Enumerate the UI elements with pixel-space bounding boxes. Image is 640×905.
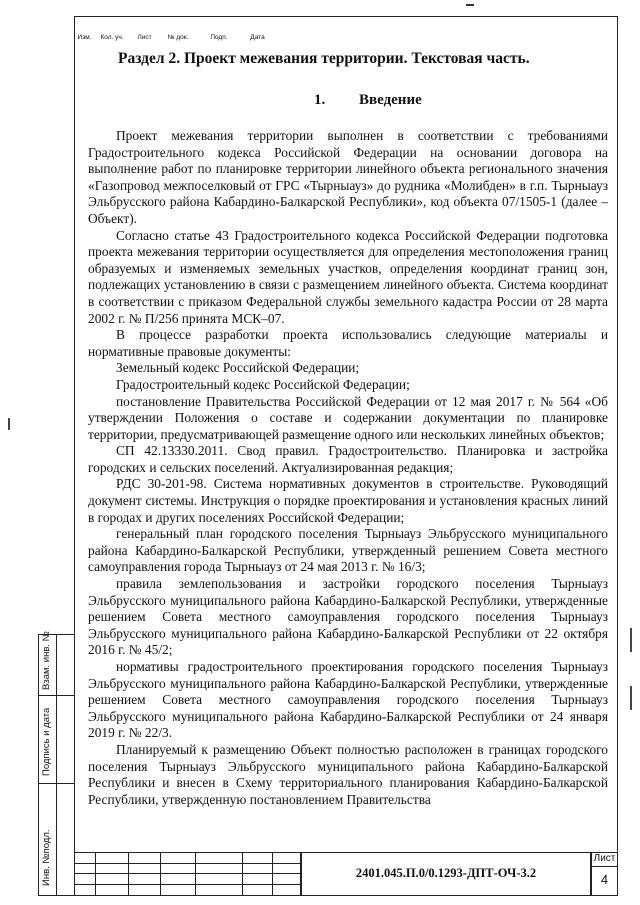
tb-col-data: Дата [250, 34, 265, 41]
tb-col-list: Лист [137, 34, 152, 41]
document-code: 2401.045.П.0/0.1293-ДПТ-ОЧ-3.2 [355, 866, 537, 880]
paragraph: Планируемый к размещению Объект полностью расположен в границах городского поселения Тырныауз Эльбрусского муниципального района Кабардино-Балкарской Республики и внесен в Схему территориального планирования Кабардино-Балкарской Республики, утвержденную постановлением Правительства [88, 741, 608, 807]
podpis-data-label: Подпись и дата [41, 707, 52, 776]
inv-podl-label: Инв. №подл. [41, 829, 52, 886]
vzam-inv-label: Взам. инв. № [41, 631, 52, 690]
paragraph: Согласно статье 43 Градостроительного кодекса Российской Федерации подготовка проекта межевания территории осуществляется для определения местоположения границ образуемых и изменяемых земельных участков, определения координат границ зон, подлежащих установлению в связи с размещением линейного объекта. Система координат в соответствии с приказом Федеральной службы земельного кадастра России от 28 марта 2002 г. № П/256 принята МСК–07. [88, 227, 608, 326]
body-text [88, 128, 608, 808]
stamp-col-divider [56, 635, 57, 895]
margin-mark [630, 686, 632, 710]
tb-col-line [242, 852, 243, 896]
paragraph: нормативы градостроительного проектирования городского поселения Тырныауз Эльбрусского муниципального района Кабардино-Балкарской Республики, утвержденные решением Совета местного самоуправления городского поселения Тырныауз Эльбрусского муниципального района Кабардино-Балкарской Республики от 24 января 2019 г. № 22/3. [88, 659, 608, 741]
tb-col-line [195, 852, 196, 896]
tb-col-line [272, 852, 273, 896]
tb-row-line [74, 873, 300, 874]
paragraph: Градостроительный кодекс Российской Федерации; [116, 376, 410, 392]
heading-number: 1. [314, 92, 326, 108]
tb-col-line [300, 852, 302, 896]
tb-col-kol-uch: Кол. уч. [100, 34, 124, 41]
stamp-row-divider [39, 695, 74, 696]
paragraph: Проект межевания территории выполнен в соответствии с требованиями Градостроительного кодекса Российской Федерации на основании договора на выполнение работ по планировке территории линейного объекта регионального значения «Газопровод межпоселковый от ГРС «Тырныауз» до рудника «Молибден» в г.п. Тырныауз Эльбрусского района Кабардино-Балкарской Республики», код объекта 07/1505-1 (далее – Объект). [88, 128, 608, 226]
tb-col-podp: Подп. [210, 34, 228, 41]
section-title: Раздел 2. Проект межевания территории. Текстовая часть. [118, 50, 530, 67]
paragraph: правила землепользования и застройки городского поселения Тырныауз Эльбрусского муниципального района Кабардино-Балкарской Республики, утвержденные решением Совета местного самоуправления городского поселения Тырныауз Эльбрусского муниципального района Кабардино-Балкарской Республики от 22 октября 2016 г. № 45/2; [88, 576, 608, 658]
paragraph: В процессе разработки проекта использовались следующие материалы и нормативные правовые документы: [88, 327, 608, 359]
tb-row-line [74, 863, 300, 864]
intro-heading [314, 92, 422, 109]
paragraph: РДС 30-201-98. Система нормативных документов в строительстве. Руководящий документ системы. Инструкция о порядке проектирования и установления красных линий в городах и других поселениях Российской Федерации; [88, 476, 608, 525]
tb-col-ndok: № док. [167, 34, 189, 41]
paragraph: СП 42.13330.2011. Свод правил. Градостроительство. Планировка и застройка городских и сельских поселений. Актуализированная редакция; [88, 443, 608, 475]
margin-mark [8, 418, 10, 430]
tb-row-line [590, 866, 618, 867]
tb-row-line [74, 884, 300, 885]
stamp-row-divider [39, 783, 74, 784]
tb-col-line [128, 852, 129, 896]
tb-col-line [160, 852, 161, 896]
top-mark [466, 4, 474, 6]
paragraph: постановление Правительства Российской Федерации от 12 мая 2017 г. № 564 «Об утверждении Положения о составе и содержании документации по планировке территории, предусматривающей размещение одного или нескольких линейных объектов; [88, 393, 608, 442]
sheet-number: 4 [600, 872, 609, 887]
margin-mark [630, 628, 632, 652]
paragraph: Земельный кодекс Российской Федерации; [116, 360, 360, 376]
tb-col-izm: Изм. [77, 34, 92, 41]
sheet-label: Лист [593, 853, 616, 864]
paragraph: генеральный план городского поселения Тырныауз Эльбрусского муниципального района Кабардино-Балкарской Республики, утвержденный решением Совета местного самоуправления города Тырныауз от 24 мая 2013 г. № 16/3; [88, 526, 608, 575]
tb-col-line [95, 852, 96, 896]
heading-text: Введение [359, 92, 422, 108]
